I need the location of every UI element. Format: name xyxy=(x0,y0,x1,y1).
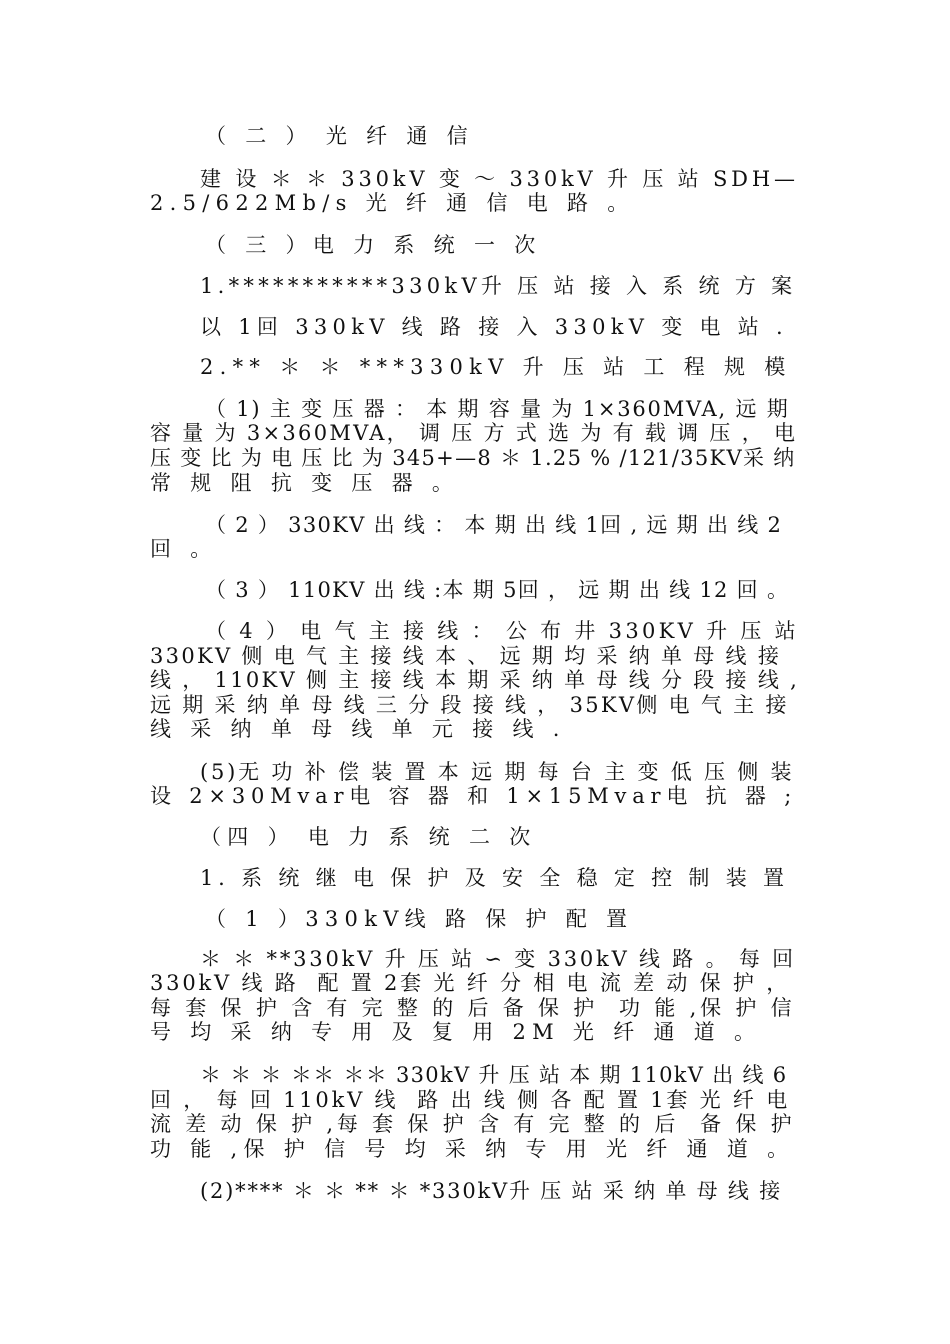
paragraph-line: 远 期 采 纳 单 母 线 三 分 段 接 线 ， 35KV侧 电 气 主 接 xyxy=(150,693,789,717)
paragraph-line: （ 4 ） 电 气 主 接 线 ： 公 布 井 330KV 升 压 站 xyxy=(205,619,799,643)
paragraph-line: ＊ ＊ **330kV 升 压 站 ∽ 变 330kV 线 路 。 每 回 xyxy=(200,947,796,971)
paragraph-line: 330KV 侧 电 气 主 接 线 本 、 远 期 均 采 纳 单 母 线 接 xyxy=(150,644,782,668)
paragraph-line: 以 1回 330kV 线 路 接 入 330kV 变 电 站 . xyxy=(200,315,789,339)
paragraph-line: 流 差 动 保 护 ,每 套 保 护 含 有 完 整 的 后 备 保 护 xyxy=(150,1112,796,1136)
paragraph-line: 回 。 xyxy=(150,537,218,561)
paragraph-line: 1.***********330kV升 压 站 接 入 系 统 方 案 xyxy=(200,274,797,298)
paragraph-line: 设 2×30Mvar电 容 器 和 1×15Mvar电 抗 器 ; xyxy=(150,784,798,808)
paragraph-line: （ 2 ） 330KV 出 线 ： 本 期 出 线 1回 , 远 期 出 线 2 xyxy=(205,513,783,537)
paragraph-line: (5)无 功 补 偿 装 置 本 远 期 每 台 主 变 低 压 侧 装 xyxy=(200,760,795,784)
heading-power-system-secondary: （四 ） 电 力 系 统 二 次 xyxy=(200,825,537,849)
paragraph-line: 330kV 线 路 配 置 2套 光 纤 分 相 电 流 差 动 保 护 ， xyxy=(150,971,791,995)
paragraph-line: ＊ ＊ ＊ ＊＊ ＊＊ 330kV 升 压 站 本 期 110kV 出 线 6 xyxy=(200,1063,788,1087)
heading-power-system-primary: （ 三 ）电 力 系 统 一 次 xyxy=(205,233,542,257)
paragraph-line: 建 设 ＊ ＊ 330kV 变 ～ 330kV 升 压 站 SDH— xyxy=(200,167,799,191)
paragraph-line: 线 ， 110KV 侧 主 接 线 本 期 采 纳 单 母 线 分 段 接 线 , xyxy=(150,668,800,692)
paragraph-line: 压 变 比 为 电 压 比 为 345+—8 ＊ 1.25 % /121/35KV采 纳 xyxy=(150,446,796,470)
paragraph-line: 号 均 采 纳 专 用 及 复 用 2M 光 纤 通 道 。 xyxy=(150,1020,762,1044)
paragraph-line: 线 采 纳 单 母 线 单 元 接 线 . xyxy=(150,717,566,741)
paragraph-line: 2.5/622Mb/s 光 纤 通 信 电 路 。 xyxy=(150,191,635,215)
paragraph-line: 2.** ＊ ＊ ***330kV 升 压 站 工 程 规 模 xyxy=(200,355,792,379)
paragraph-line: 回 ， 每 回 110kV 线 路 出 线 侧 各 配 置 1套 光 纤 电 xyxy=(150,1088,791,1112)
paragraph-line: 功 能 ,保 护 信 号 均 采 纳 专 用 光 纤 通 道 。 xyxy=(150,1137,795,1161)
paragraph-line: （ 1) 主 变 压 器 ： 本 期 容 量 为 1×360MVA, 远 期 xyxy=(205,397,790,421)
paragraph-line: (2)**** ＊ ＊ ** ＊ *330kV升 压 站 采 纳 单 母 线 接 xyxy=(200,1179,782,1203)
paragraph-line: 容 量 为 3×360MVA， 调 压 方 式 选 为 有 载 调 压 ， 电 xyxy=(150,421,798,445)
paragraph-line: 1. 系 统 继 电 保 护 及 安 全 稳 定 控 制 装 置 xyxy=(200,866,789,890)
heading-optical-communication: （ 二 ） 光 纤 通 信 xyxy=(205,124,474,148)
paragraph-line: （ 3 ） 110KV 出 线 :本 期 5回 ， 远 期 出 线 12 回 。 xyxy=(205,578,790,602)
paragraph-line: 每 套 保 护 含 有 完 整 的 后 备 保 护 功 能 ,保 护 信 xyxy=(150,996,796,1020)
paragraph-line: 常 规 阻 抗 变 压 器 。 xyxy=(150,471,460,495)
paragraph-line: （ 1 ）330kV线 路 保 护 配 置 xyxy=(205,907,634,931)
